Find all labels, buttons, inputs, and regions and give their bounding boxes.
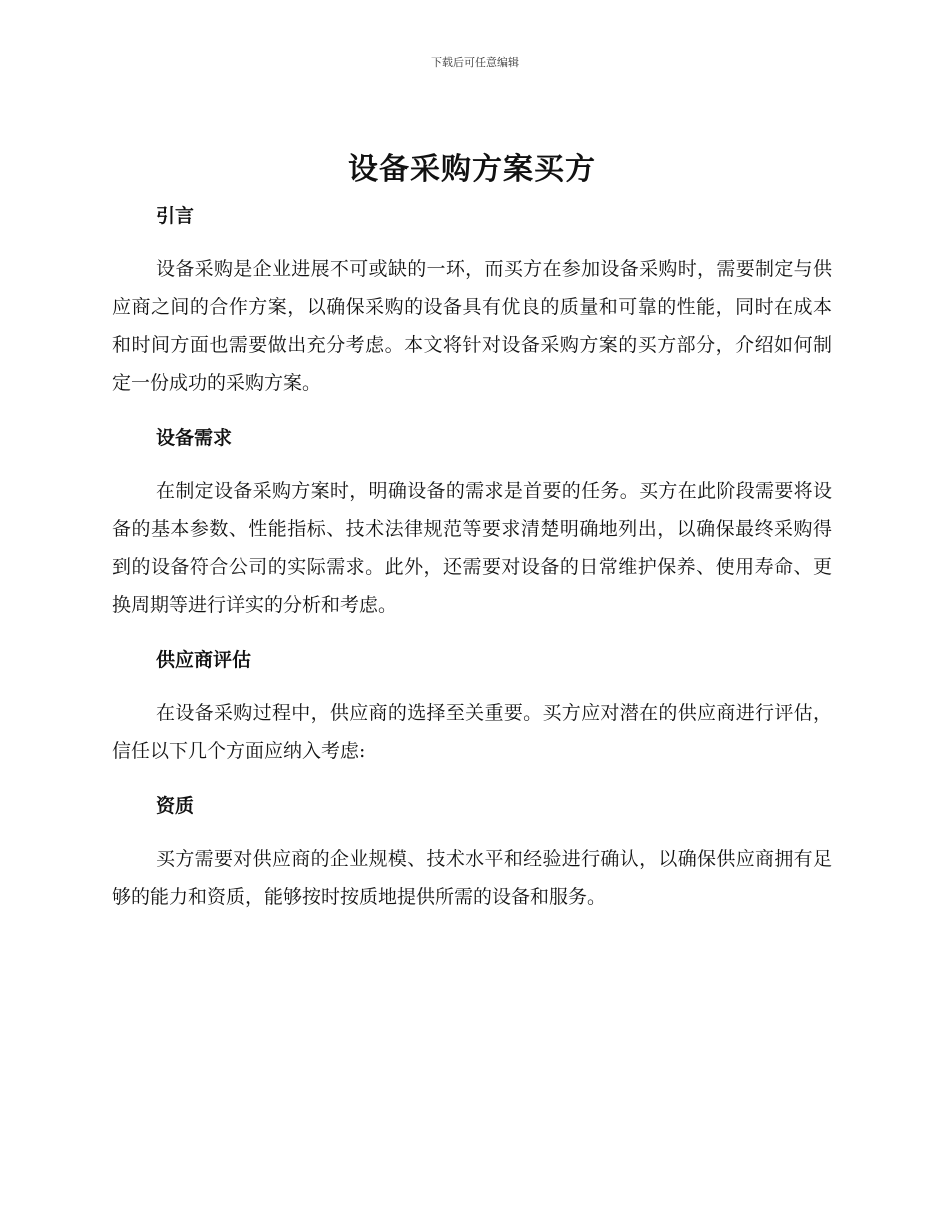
section-paragraph: 在设备采购过程中，供应商的选择至关重要。买方应对潜在的供应商进行评估，信任以下几个方面应纳入考虑: bbox=[112, 702, 832, 762]
section-introduction bbox=[112, 202, 832, 402]
section-equipment-requirements bbox=[112, 424, 832, 624]
section-paragraph: 买方需要对供应商的企业规模、技术水平和经验进行确认，以确保供应商拥有足够的能力和资质，能够按时按质地提供所需的设备和服务。 bbox=[112, 848, 832, 908]
section-supplier-evaluation bbox=[112, 646, 832, 770]
section-heading: 设备需求 bbox=[156, 427, 233, 449]
section-heading: 供应商评估 bbox=[156, 649, 252, 671]
section-paragraph: 在制定设备采购方案时，明确设备的需求是首要的任务。买方在此阶段需要将设备的基本参数、性能指标、技术法律规范等要求清楚明确地列出，以确保最终采购得到的设备符合公司的实际需求。此外，还需要对设备的日常维护保养、使用寿命、更换周期等进行详实的分析和考虑。 bbox=[112, 480, 832, 616]
section-paragraph: 设备采购是企业进展不可或缺的一环，而买方在参加设备采购时，需要制定与供应商之间的合作方案，以确保采购的设备具有优良的质量和可靠的性能，同时在成本和时间方面也需要做出充分考虑。本文将针对设备采购方案的买方部分，介绍如何制定一份成功的采购方案。 bbox=[112, 258, 832, 394]
page-header: 下载后可任意编辑 bbox=[431, 56, 519, 69]
document-body bbox=[112, 148, 832, 938]
section-qualifications bbox=[112, 792, 832, 916]
section-heading: 资质 bbox=[156, 795, 195, 817]
section-heading: 引言 bbox=[156, 205, 195, 227]
document-title: 设备采购方案买方 bbox=[348, 152, 596, 187]
